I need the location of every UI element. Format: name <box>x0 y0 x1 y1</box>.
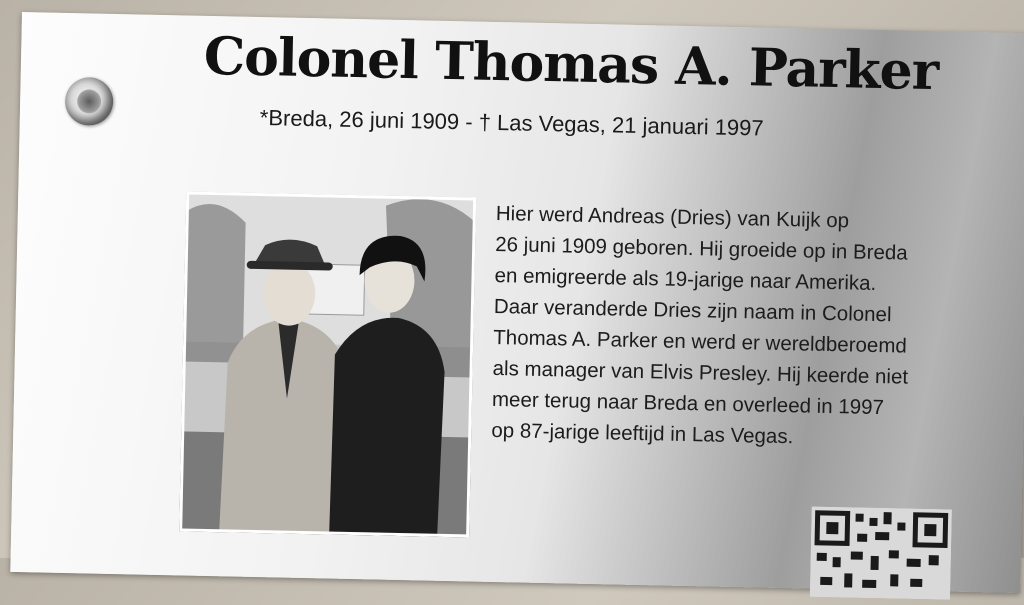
body-line: Daar veranderde Dries zijn naam in Colonel <box>493 294 892 327</box>
photo-illustration <box>179 191 476 537</box>
body-line: Hier werd Andreas (Dries) van Kuijk op <box>495 201 850 233</box>
body-line: en emigreerde als 19-jarige naar Amerika. <box>494 263 877 295</box>
body-line: meer terug naar Breda en overleed in 1997 <box>491 387 885 420</box>
historic-photo <box>179 191 476 537</box>
body-line: als manager van Elvis Presley. Hij keerde niet <box>492 356 909 389</box>
screw-icon <box>65 77 114 126</box>
memorial-plaque <box>10 12 1024 593</box>
body-line: Thomas A. Parker en werd er wereldberoemd <box>493 325 908 358</box>
body-line: 26 juni 1909 geboren. Hij groeide op in Breda <box>494 232 908 265</box>
biography-text <box>491 198 1006 457</box>
body-line: op 87-jarige leeftijd in Las Vegas. <box>491 418 794 449</box>
plaque-subtitle: *Breda, 26 juni 1909 - † Las Vegas, 21 januari 1997 <box>259 105 764 141</box>
plaque-title: Colonel Thomas A. Parker <box>203 25 939 103</box>
qr-code-icon <box>810 507 952 600</box>
